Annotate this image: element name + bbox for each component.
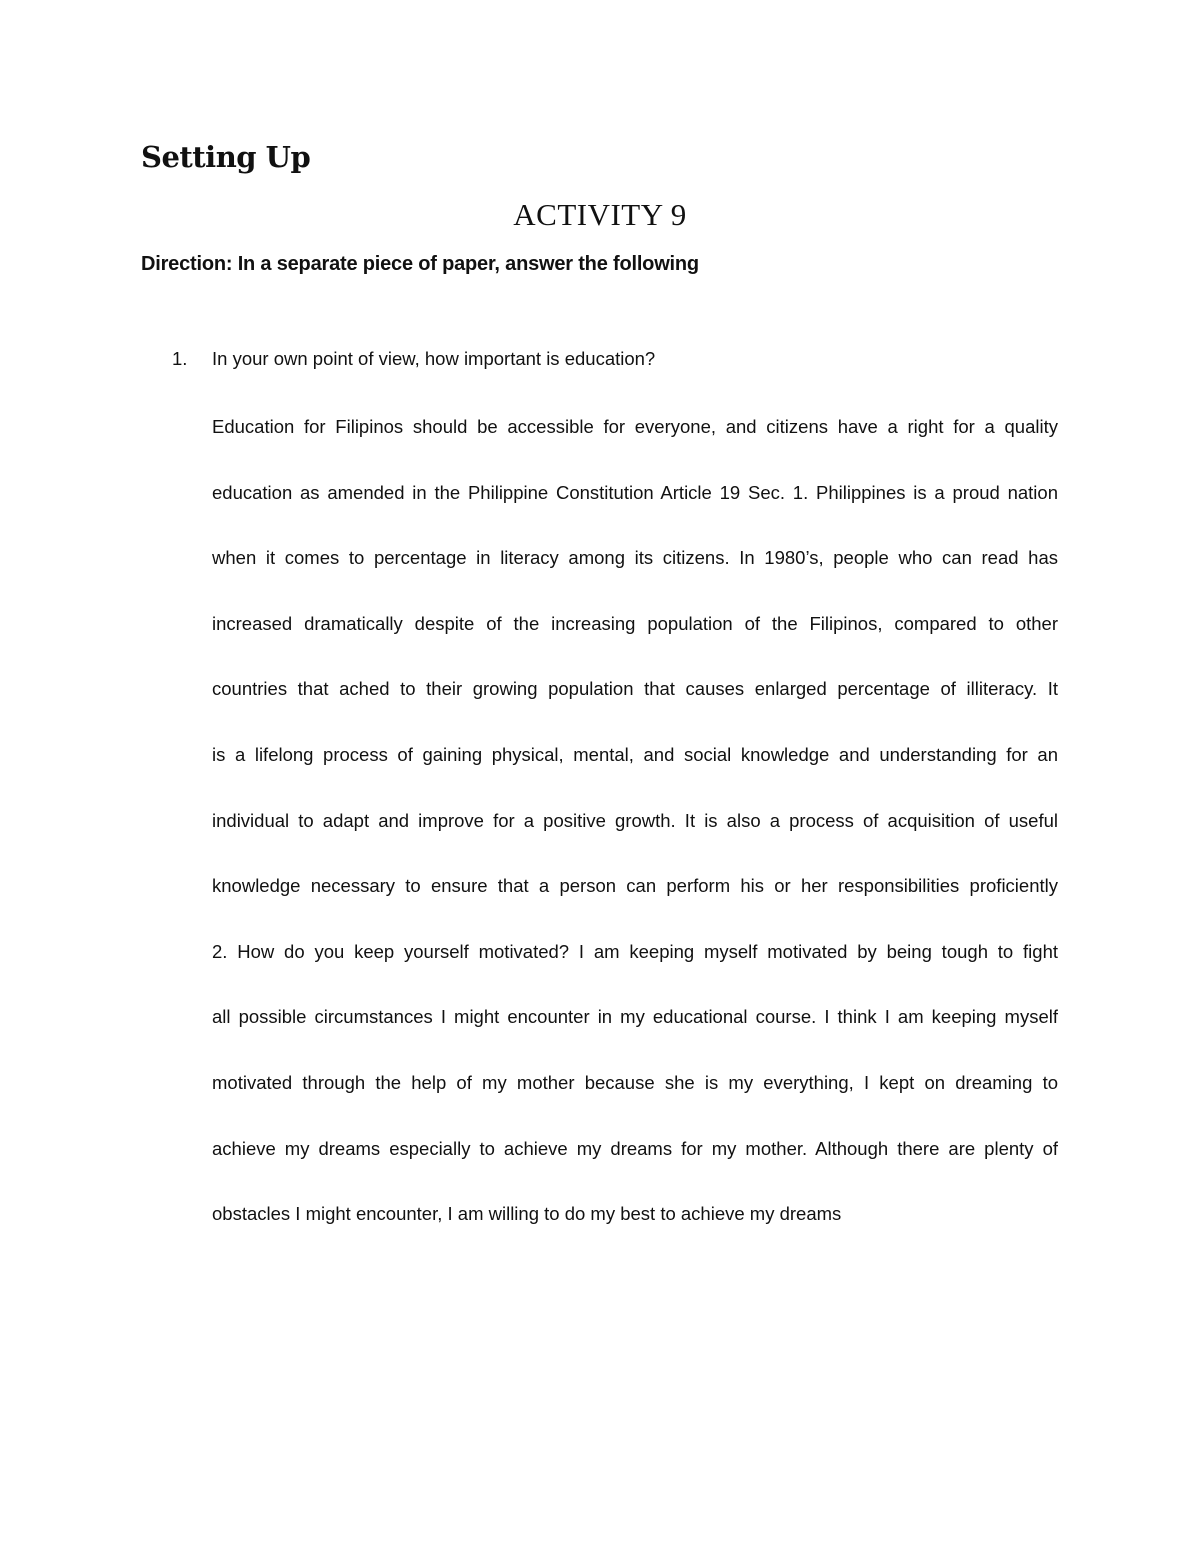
answer-line: knowledge necessary to ensure that a person can perform his or her responsibilities proficiently xyxy=(212,875,1058,897)
question-1-text: In your own point of view, how important is education? xyxy=(212,348,656,369)
answer-line: education as amended in the Philippine Constitution Article 19 Sec. 1. Philippines is a proud nation xyxy=(212,481,1058,503)
answer-line: countries that ached to their growing population that causes enlarged percentage of illiteracy. It xyxy=(212,678,1058,700)
answer-body xyxy=(212,401,1058,1254)
section-heading: Setting Up xyxy=(141,140,311,174)
activity-title: ACTIVITY 9 xyxy=(513,197,687,232)
answer-line: individual to adapt and improve for a positive growth. It is also a process of acquisition of useful xyxy=(212,809,1058,831)
answer-line: increased dramatically despite of the increasing population of the Filipinos, compared to other xyxy=(212,612,1058,634)
direction-text: Direction: In a separate piece of paper, answer the following xyxy=(141,253,699,275)
question-1 xyxy=(172,348,655,370)
answer-line: 2. How do you keep yourself motivated? I am keeping myself motivated by being tough to fight xyxy=(212,940,1058,962)
answer-line: is a lifelong process of gaining physical, mental, and social knowledge and understanding for an xyxy=(212,743,1058,765)
answer-line: all possible circumstances I might encounter in my educational course. I think I am keeping myself xyxy=(212,1006,1058,1028)
answer-line: obstacles I might encounter, I am willing to do my best to achieve my dreams xyxy=(212,1203,842,1225)
answer-line: when it comes to percentage in literacy among its citizens. In 1980’s, people who can read has xyxy=(212,547,1058,569)
answer-line: achieve my dreams especially to achieve my dreams for my mother. Although there are plenty of xyxy=(212,1137,1058,1159)
question-1-number: 1. xyxy=(172,348,188,369)
answer-line: Education for Filipinos should be accessible for everyone, and citizens have a right for a quality xyxy=(212,416,1058,437)
answer-line: motivated through the help of my mother because she is my everything, I kept on dreaming to xyxy=(212,1071,1058,1093)
